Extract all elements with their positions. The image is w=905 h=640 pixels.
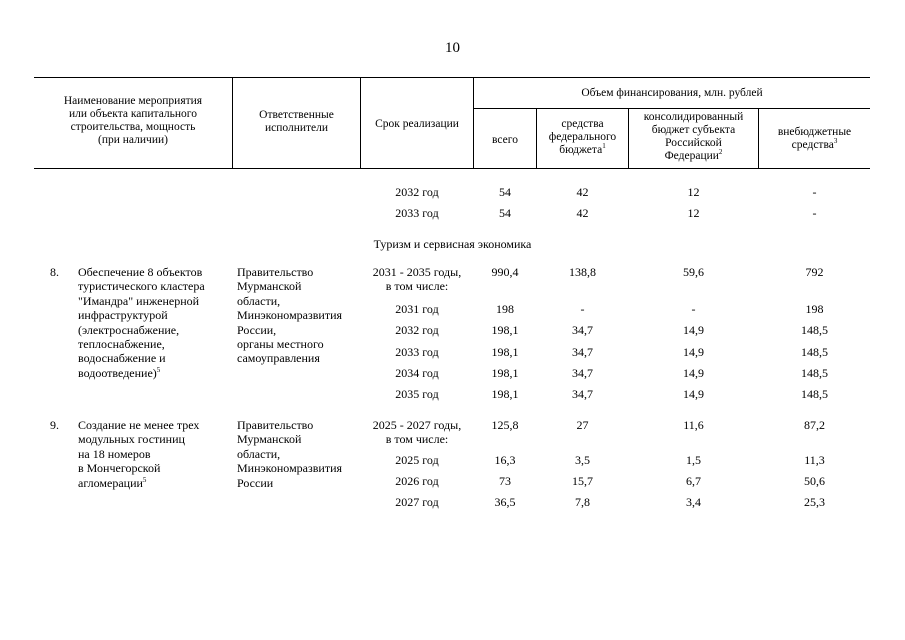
header-federal: средства федерального бюджета$^1$ [548, 118, 617, 156]
row-year: 2033 год [395, 206, 439, 220]
row-total: 198 [496, 302, 514, 316]
row-total: 198,1 [491, 366, 519, 380]
header-total: всего [492, 134, 518, 146]
item-number: 8. [50, 265, 59, 279]
row-extra: 792 [805, 265, 824, 279]
row-extra: - [812, 185, 817, 199]
row-total: 198,1 [491, 387, 519, 401]
row-year: 2033 год [395, 345, 439, 359]
row-federal: 34,7 [572, 366, 593, 380]
row-year: 2027 год [395, 495, 439, 509]
row-total: 990,4 [491, 265, 519, 279]
row-federal: 42 [576, 185, 589, 199]
row-extra: 148,5 [801, 345, 828, 359]
row-extra: 25,3 [804, 495, 825, 509]
section-title: Туризм и сервисная экономика [373, 237, 532, 251]
row-consolidated: 59,6 [683, 265, 704, 279]
row-extra: - [812, 206, 817, 220]
row-extra: 148,5 [801, 387, 828, 401]
header-period: Срок реализации [375, 118, 459, 130]
page-number: 10 [445, 40, 460, 56]
header-extrabudget: внебюджетные средства$^3$ [777, 126, 852, 151]
row-consolidated: - [691, 302, 696, 316]
item-name: Создание не менее трех модульных гостиниц на 18 номеров в Мончегорской агломерации$^5$ [78, 418, 200, 490]
header-bottom-border [34, 168, 870, 169]
row-federal: 3,5 [575, 453, 590, 467]
row-year: 2031 - 2035 годы, в том числе: [372, 265, 462, 294]
header-responsible: Ответственные исполнители [259, 109, 334, 134]
row-total: 198,1 [491, 345, 519, 359]
header-name: Наименование мероприятия или объекта капитального строительства, мощность (при наличии) [63, 95, 203, 146]
row-year: 2035 год [395, 387, 439, 401]
row-consolidated: 14,9 [683, 345, 704, 359]
row-extra: 50,6 [804, 474, 825, 488]
row-federal: 34,7 [572, 345, 593, 359]
item-name: Обеспечение 8 объектов туристического кластера "Имандра" инженерной инфраструктурой (электроснабжение, теплоснабжение, водоснабжение и водоотведение)$^5$ [78, 265, 205, 380]
row-consolidated: 1,5 [686, 453, 701, 467]
row-total: 54 [499, 206, 511, 220]
row-federal: 15,7 [572, 474, 593, 488]
row-total: 73 [499, 474, 511, 488]
financing-subheader-border [473, 108, 870, 109]
row-federal: 34,7 [572, 323, 593, 337]
row-consolidated: 14,9 [683, 323, 704, 337]
row-federal: 34,7 [572, 387, 593, 401]
row-extra: 148,5 [801, 366, 828, 380]
row-federal: 138,8 [569, 265, 596, 279]
header-financing: Объем финансирования, млн. рублей [581, 87, 763, 99]
row-year: 2025 - 2027 годы, в том числе: [372, 418, 462, 447]
row-consolidated: 3,4 [686, 495, 701, 509]
item-responsible: Правительство Мурманской области, Минэкономразвития России [237, 418, 343, 490]
row-federal: - [580, 302, 585, 316]
row-consolidated: 12 [687, 206, 700, 220]
row-total: 36,5 [494, 495, 516, 509]
header-consolidated: консолидированный бюджет субъекта Российской Федерации$^2$ [643, 111, 744, 162]
row-year: 2031 год [395, 302, 439, 316]
row-consolidated: 12 [687, 185, 700, 199]
row-consolidated: 6,7 [686, 474, 701, 488]
row-federal: 7,8 [575, 495, 590, 509]
row-total: 198,1 [491, 323, 519, 337]
row-federal: 27 [576, 418, 589, 432]
row-total: 16,3 [494, 453, 516, 467]
row-extra: 87,2 [804, 418, 825, 432]
row-extra: 198 [805, 302, 824, 316]
item-number: 9. [50, 418, 59, 432]
row-extra: 148,5 [801, 323, 828, 337]
item-responsible: Правительство Мурманской области, Минэкономразвития России, органы местного самоуправления [237, 265, 343, 366]
row-consolidated: 11,6 [683, 418, 704, 432]
row-total: 54 [499, 185, 511, 199]
header-top-border [34, 77, 870, 78]
row-year: 2034 год [395, 366, 439, 380]
row-year: 2025 год [395, 453, 439, 467]
row-federal: 42 [576, 206, 589, 220]
row-extra: 11,3 [804, 453, 825, 467]
row-year: 2026 год [395, 474, 439, 488]
row-year: 2032 год [395, 185, 439, 199]
row-year: 2032 год [395, 323, 439, 337]
row-consolidated: 14,9 [683, 387, 704, 401]
row-consolidated: 14,9 [683, 366, 704, 380]
row-total: 125,8 [491, 418, 519, 432]
